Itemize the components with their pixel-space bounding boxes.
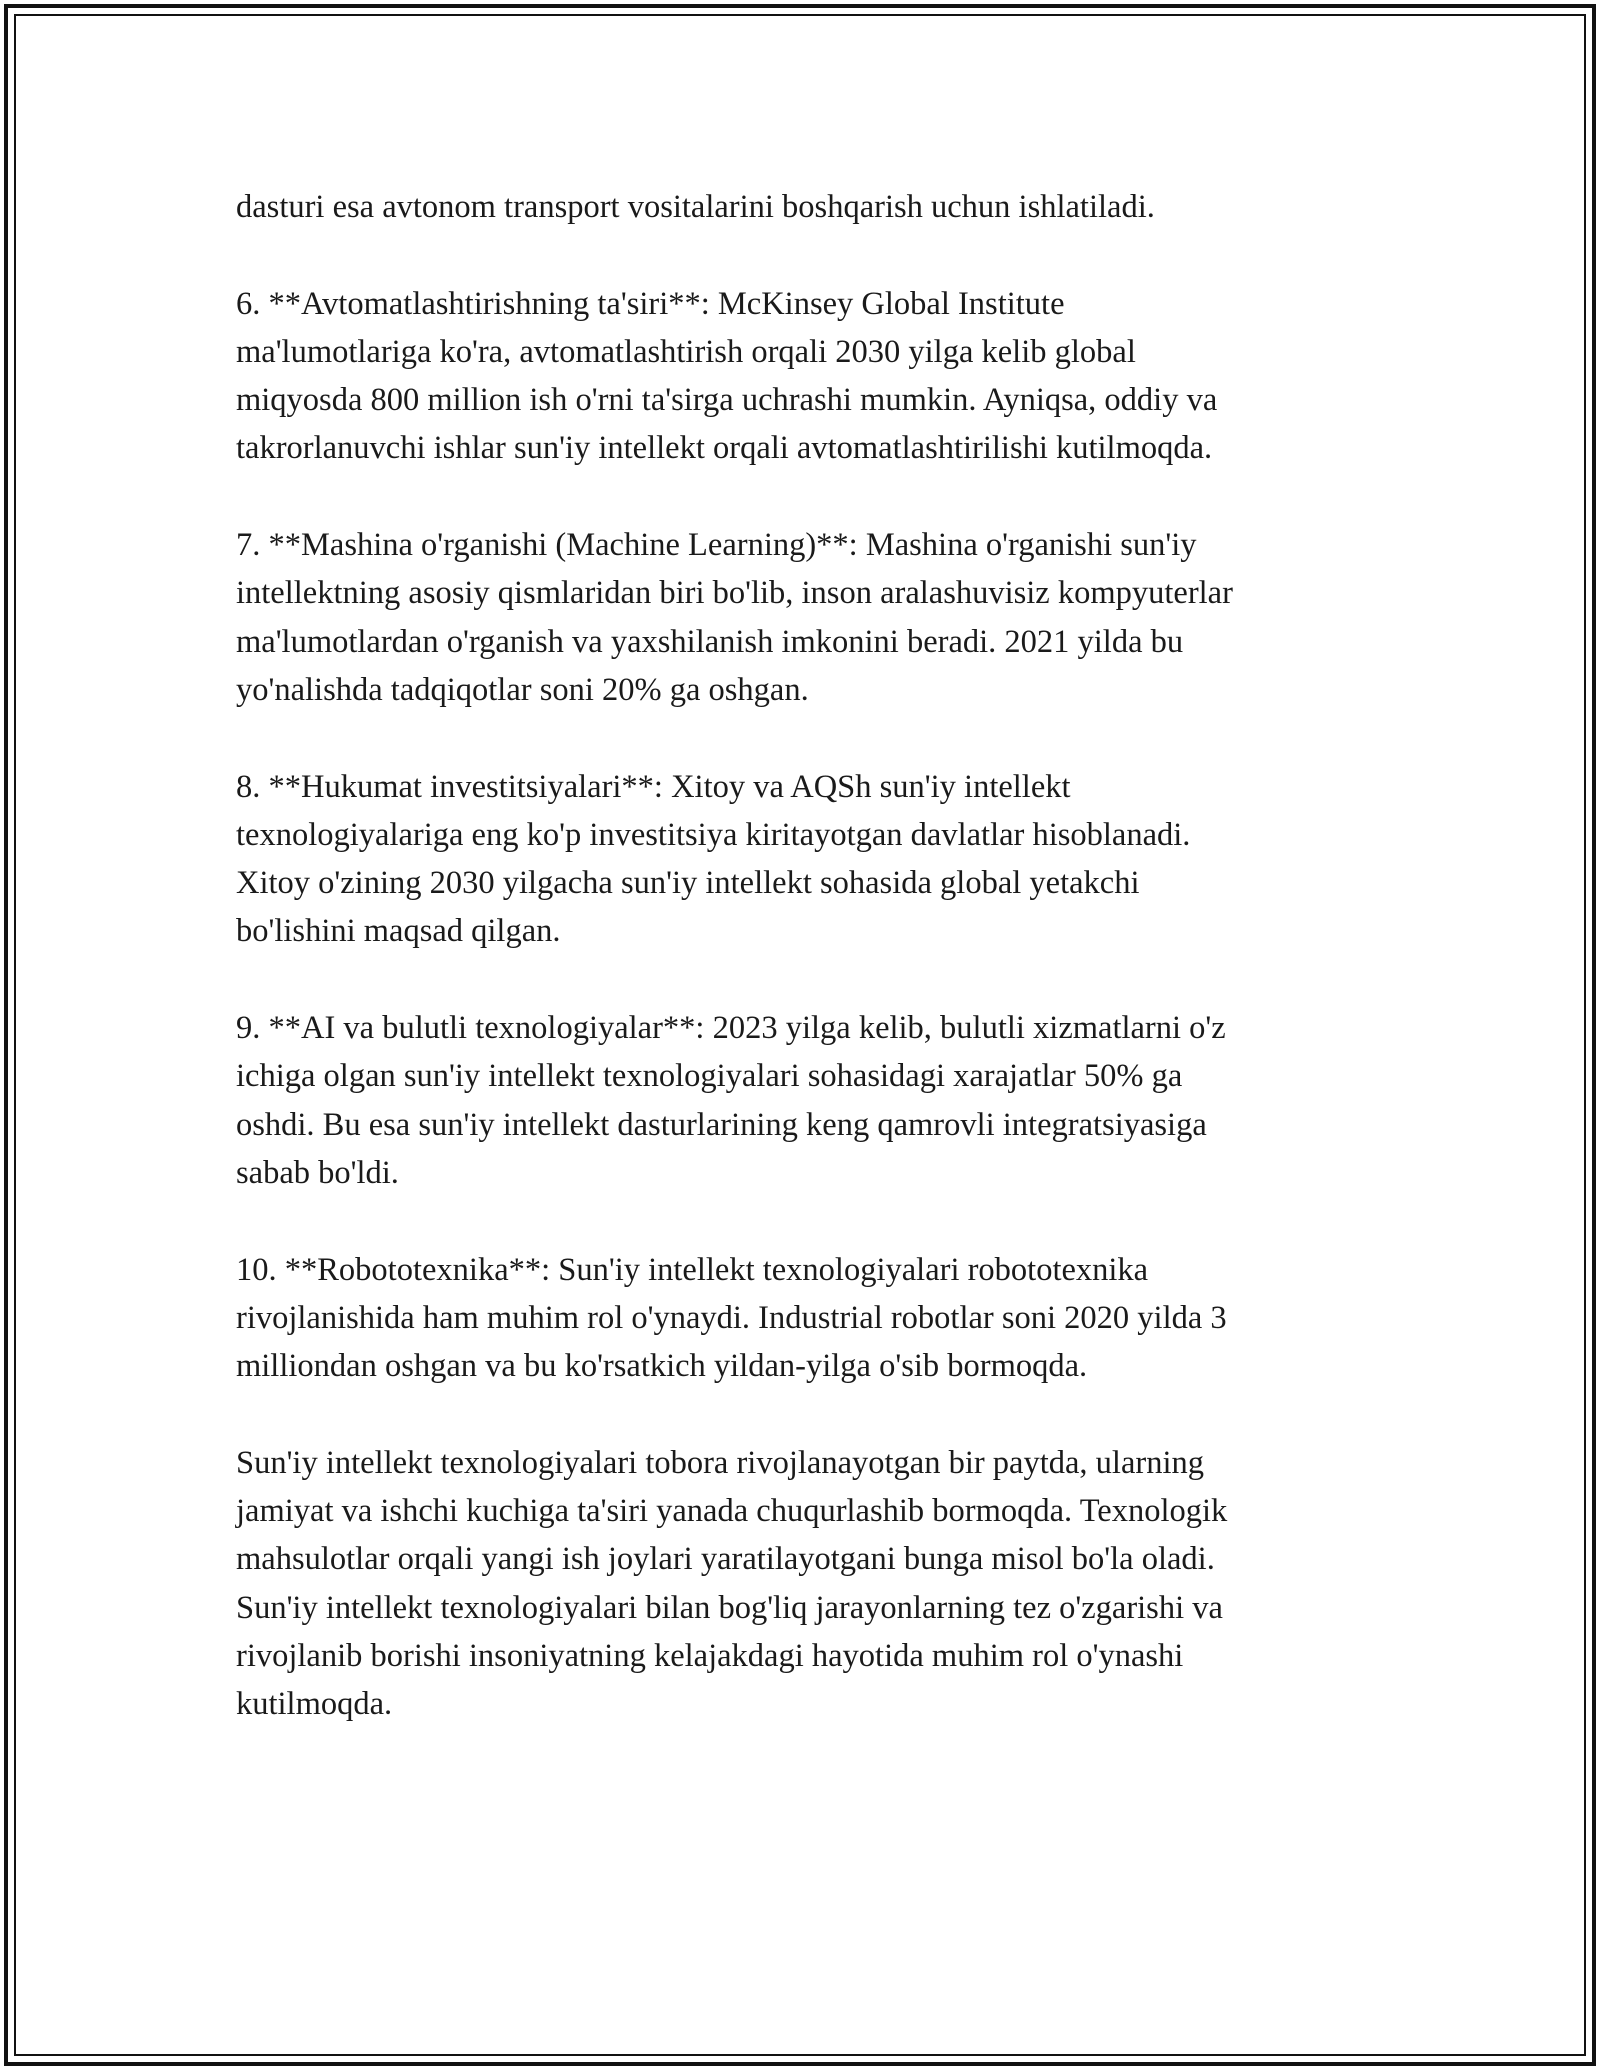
paragraph-machine-learning: 7. **Mashina o'rganishi (Machine Learning)**: Mashina o'rganishi sun'iy intellektning asosiy qismlaridan biri bo'lib, inson aralashuvisiz kompyuterlar ma'lumotlardan o'rganish va yaxshilanish imkonini beradi. 2021 yilda bu yo'nalishda tadqiqotlar soni 20% ga oshgan. — [236, 527, 1233, 708]
paragraph-conclusion: Sun'iy intellekt texnologiyalari tobora rivojlanayotgan bir paytda, ularning jamiyat va ishchi kuchiga ta'siri yanada chuqurlashib bormoqda. Texnologik mahsulotlar orqali yangi ish joylari yaratilayotgani bunga misol bo'la oladi. Sun'iy intellekt texnologiyalari bilan bog'liq jarayonlarning tez o'zgarishi va rivojlanib borishi insoniyatning kelajakdagi hayotida muhim rol o'ynashi kutilmoqda. — [236, 1444, 1228, 1723]
paragraph-gap — [236, 231, 1376, 279]
paragraph-gap — [236, 1390, 1376, 1438]
paragraph-ai-cloud: 9. **AI va bulutli texnologiyalar**: 2023 yilga kelib, bulutli xizmatlarni o'z ichiga olgan sun'iy intellekt texnologiyalari sohasidagi xarajatlar 50% ga oshdi. Bu esa sun'iy intellekt dasturlarining keng qamrovli integratsiyasiga sabab bo'ldi. — [236, 1010, 1226, 1191]
paragraph-gap — [236, 714, 1376, 762]
paragraph-automation-impact: 6. **Avtomatlashtirishning ta'siri**: McKinsey Global Institute ma'lumotlariga ko'ra, avtomatlashtirish orqali 2030 yilga kelib global miqyosda 800 million ish o'rni ta'sirga uchrashi mumkin. Ayniqsa, oddiy va takrorlanuvchi ishlar sun'iy intellekt orqali avtomatlashtirilishi kutilmoqda. — [236, 285, 1218, 467]
paragraph-continuation: dasturi esa avtonom transport vositalarini boshqarish uchun ishlatiladi. — [236, 189, 1155, 225]
paragraph-government-investment: 8. **Hukumat investitsiyalari**: Xitoy va AQSh sun'iy intellekt texnologiyalariga eng ko'p investitsiya kiritayotgan davlatlar hisoblanadi. Xitoy o'zining 2030 yilgacha sun'iy intellekt sohasida global yetakchi bo'lishini maqsad qilgan. — [236, 768, 1191, 950]
paragraph-gap — [236, 956, 1376, 1004]
paragraph-gap — [236, 473, 1376, 521]
paragraph-gap — [236, 1197, 1376, 1245]
paragraph-robotics: 10. **Robototexnika**: Sun'iy intellekt texnologiyalari robototexnika rivojlanishida ham muhim rol o'ynaydi. Industrial robotlar soni 2020 yilda 3 milliondan oshgan va bu ko'rsatkich yildan-yilga o'sib bormoqda. — [236, 1251, 1227, 1385]
document-body — [236, 183, 1376, 1729]
